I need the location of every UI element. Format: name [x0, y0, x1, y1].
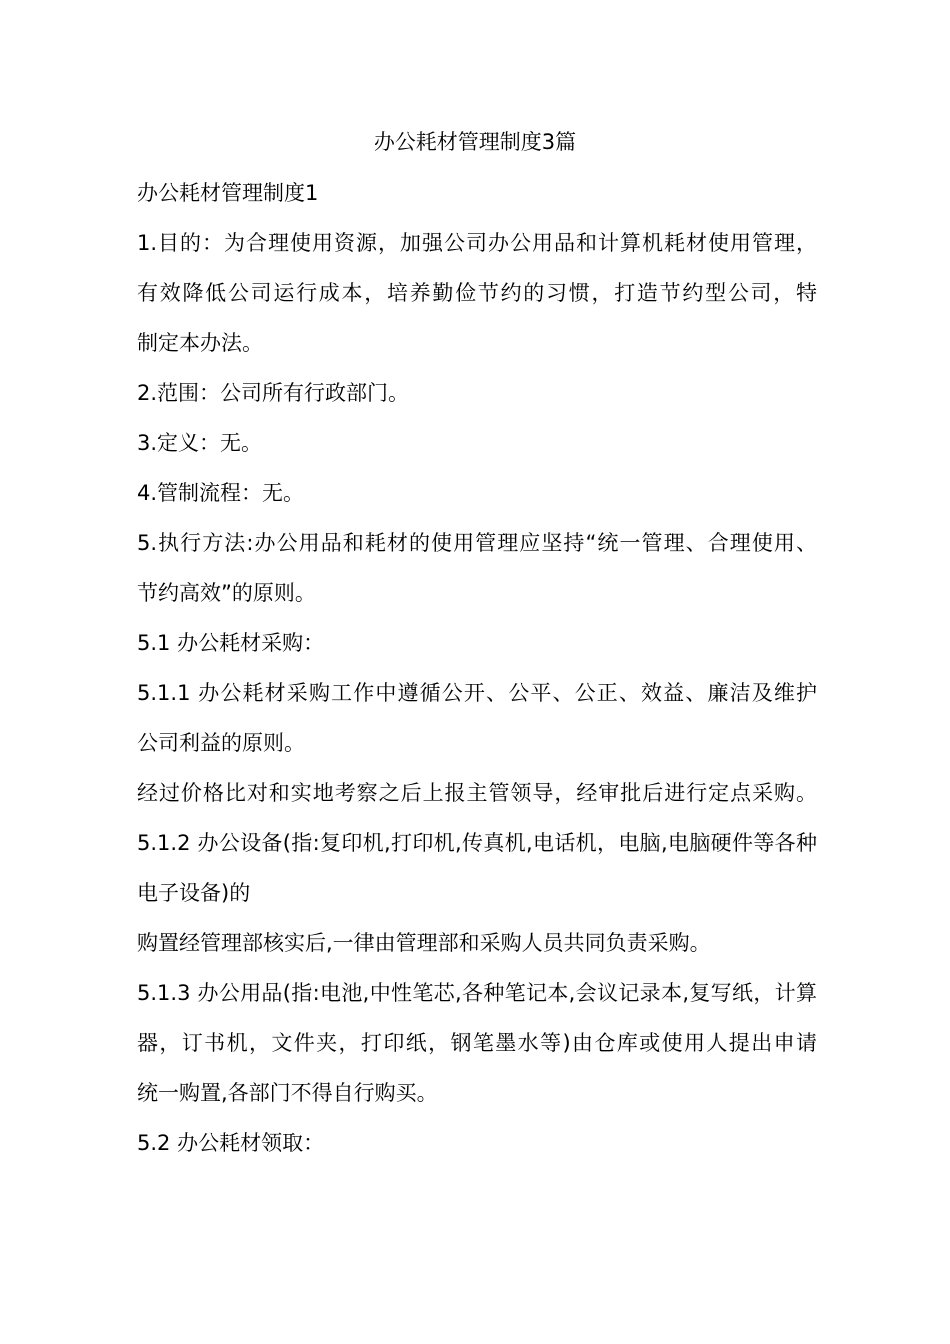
paragraph-line: 有效降低公司运行成本，培养勤俭节约的习惯，打造节约型公司，特: [137, 281, 817, 305]
paragraph-line: 1.目的：为合理使用资源，加强公司办公用品和计算机耗材使用管理，: [137, 231, 817, 255]
paragraph-line: 购置经管理部核实后,一律由管理部和采购人员共同负责采购。: [137, 931, 711, 955]
paragraph-line: 3.定义：无。: [137, 431, 263, 455]
subsection-heading: 5.1 办公耗材采购：: [137, 631, 325, 655]
paragraph-line: 5.1.2 办公设备(指:复印机,打印机,传真机,电话机，电脑,电脑硬件等各种: [137, 831, 817, 855]
document-body: [137, 175, 817, 1175]
paragraph-line: 经过价格比对和实地考察之后上报主管领导，经审批后进行定点采购。: [137, 781, 817, 805]
paragraph-line: 制定本办法。: [137, 331, 263, 355]
paragraph-line: 统一购置,各部门不得自行购买。: [137, 1081, 438, 1105]
section-heading: 办公耗材管理制度1: [137, 181, 319, 205]
paragraph-line: 5.执行方法:办公用品和耗材的使用管理应坚持“统一管理、合理使用、: [137, 531, 817, 555]
subsection-heading: 5.2 办公耗材领取：: [137, 1131, 325, 1155]
paragraph-line: 2.范围：公司所有行政部门。: [137, 381, 410, 405]
paragraph-line: 4.管制流程：无。: [137, 481, 305, 505]
paragraph-line: 器，订书机，文件夹，打印纸，钢笔墨水等)由仓库或使用人提出申请: [137, 1031, 817, 1055]
document-title: 办公耗材管理制度3篇: [373, 130, 577, 154]
paragraph-line: 5.1.3 办公用品(指:电池,中性笔芯,各种笔记本,会议记录本,复写纸，计算: [137, 981, 817, 1005]
paragraph-line: 节约高效”的原则。: [137, 581, 316, 605]
paragraph-line: 5.1.1 办公耗材采购工作中遵循公开、公平、公正、效益、廉洁及维护: [137, 681, 817, 705]
paragraph-line: 公司利益的原则。: [137, 731, 305, 755]
paragraph-line: 电子设备)的: [137, 881, 251, 905]
